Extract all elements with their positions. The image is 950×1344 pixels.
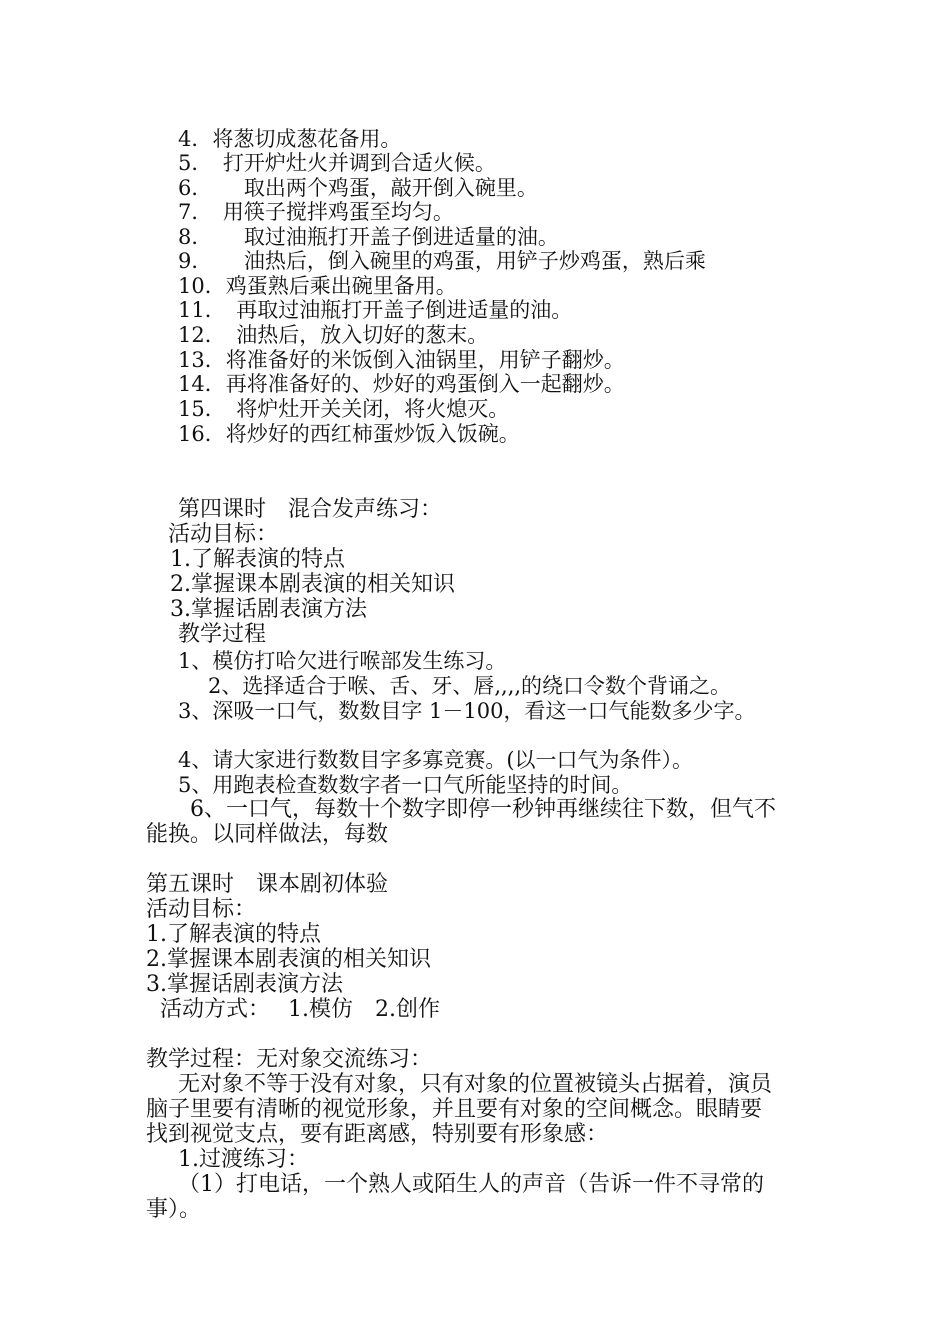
lesson4-goal-item: 1.了解表演的特点	[170, 547, 345, 572]
lesson4-process-item: 3、深吸一口气，数数目字 1－100，看这一口气能数多少字。	[178, 699, 756, 723]
lesson5-paragraph-line: 找到视觉支点，要有距离感，特别要有形象感：	[146, 1122, 609, 1147]
lesson5-process-heading: 教学过程：无对象交流练习：	[146, 1047, 433, 1072]
lesson4-process-item: 1、模仿打哈欠进行喉部发生练习。	[178, 649, 507, 673]
step-item: 9． 油热后，倒入碗里的鸡蛋，用铲子炒鸡蛋，熟后乘	[178, 249, 706, 273]
step-item: 7． 用筷子搅拌鸡蛋至均匀。	[178, 200, 454, 224]
lesson5-goals-heading: 活动目标：	[146, 897, 257, 922]
lesson5-goal-item: 3.掌握话剧表演方法	[146, 972, 343, 997]
lesson5-exercise-line: （1）打电话，一个熟人或陌生人的声音（告诉一件不寻常的	[178, 1172, 764, 1197]
lesson4-process-item: 5、用跑表检查数数字者一口气所能坚持的时间。	[178, 773, 633, 797]
step-item: 14．再将准备好的、炒好的鸡蛋倒入一起翻炒。	[178, 372, 625, 396]
step-item: 16．将炒好的西红柿蛋炒饭入饭碗。	[178, 422, 520, 446]
step-item: 4．将葱切成葱花备用。	[178, 127, 402, 151]
lesson4-goal-item: 3.掌握话剧表演方法	[170, 597, 367, 622]
step-item: 10．鸡蛋熟后乘出碗里备用。	[178, 274, 457, 298]
lesson4-process-item: 能换。以同样做法，每数	[146, 822, 389, 847]
step-item: 8． 取过油瓶打开盖子倒进适量的油。	[178, 225, 559, 249]
lesson5-goal-item: 1.了解表演的特点	[146, 922, 321, 947]
lesson5-title: 第五课时 课本剧初体验	[146, 872, 389, 897]
lesson4-goals-heading: 活动目标：	[168, 522, 279, 547]
step-item: 5． 打开炉灶火并调到合适火候。	[178, 151, 496, 175]
lesson5-method: 活动方式： 1.模仿 2.创作	[160, 997, 440, 1022]
lesson4-goal-item: 2.掌握课本剧表演的相关知识	[170, 572, 455, 597]
lesson4-title: 第四课时 混合发声练习：	[178, 497, 443, 522]
lesson4-process-item: 2、选择适合于喉、舌、牙、唇,,,,的绕口令数个背诵之。	[208, 674, 732, 698]
lesson5-paragraph-line: 无对象不等于没有对象，只有对象的位置被镜头占据着，演员	[178, 1072, 773, 1097]
lesson5-goal-item: 2.掌握课本剧表演的相关知识	[146, 947, 431, 972]
lesson5-sub-heading: 1.过渡练习：	[178, 1147, 309, 1172]
step-item: 15． 将炉灶开关关闭，将火熄灭。	[178, 397, 510, 421]
lesson4-process-item: 4、请大家进行数数目字多寡竞赛。(以一口气为条件）。	[178, 748, 694, 772]
step-item: 13．将准备好的米饭倒入油锅里，用铲子翻炒。	[178, 348, 625, 372]
step-item: 11． 再取过油瓶打开盖子倒进适量的油。	[178, 298, 573, 322]
lesson5-paragraph-line: 脑子里要有清晰的视觉形象，并且要有对象的空间概念。眼睛要	[146, 1097, 763, 1122]
step-item: 12． 油热后，放入切好的葱末。	[178, 323, 489, 347]
step-item: 6． 取出两个鸡蛋，敲开倒入碗里。	[178, 176, 538, 200]
lesson4-process-heading: 教学过程	[178, 622, 267, 647]
lesson5-exercise-line: 事）。	[146, 1197, 202, 1222]
lesson4-process-item: 6、一口气，每数十个数字即停一秒钟再继续往下数，但气不	[190, 797, 776, 822]
